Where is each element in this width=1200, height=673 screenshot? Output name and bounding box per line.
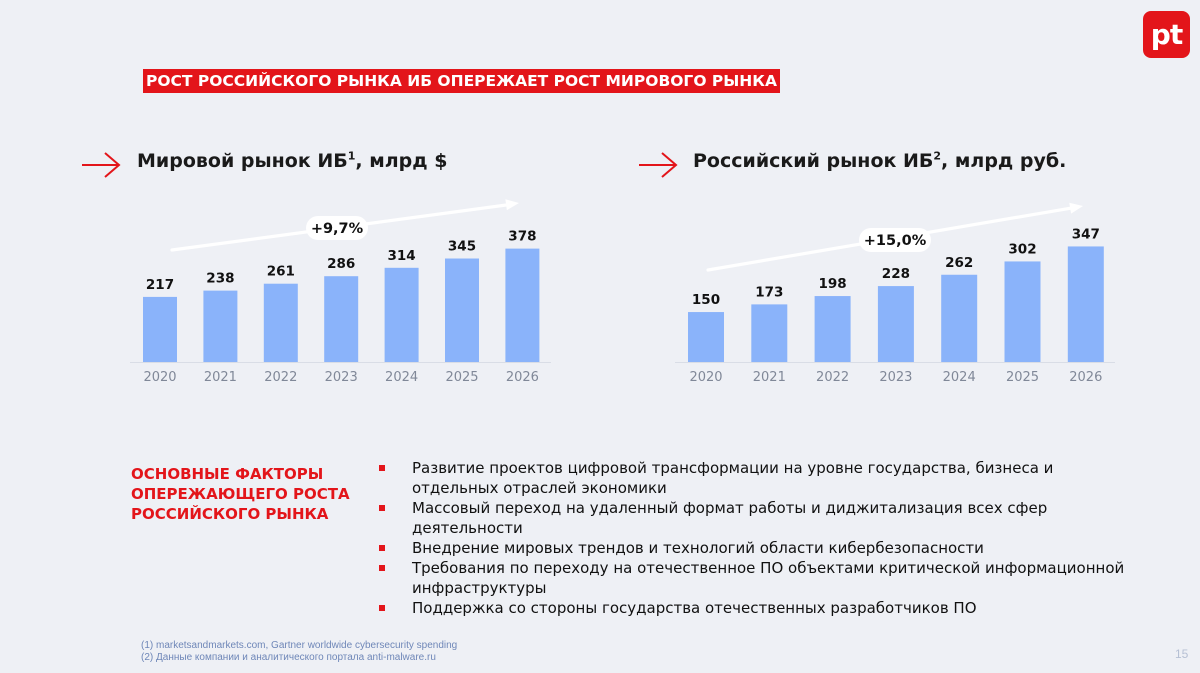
- bar: [1005, 261, 1041, 362]
- bar-value-label: 228: [881, 266, 910, 283]
- x-tick-label: 2023: [879, 370, 913, 385]
- factors-list: [378, 458, 1138, 618]
- x-tick-label: 2025: [445, 370, 479, 385]
- bar-value-label: 345: [447, 238, 477, 255]
- bullet-icon: [379, 605, 385, 611]
- bar-value-label: 217: [145, 276, 175, 293]
- factor-item: [378, 558, 1138, 598]
- factor-text: Внедрение мировых трендов и технологий области кибербезопасности: [412, 539, 984, 557]
- slide-headline: РОСТ РОССИЙСКОГО РЫНКА ИБ ОПЕРЕЖАЕТ РОСТ МИРОВОГО РЫНКА: [143, 69, 780, 93]
- chart-title-text: Российский рынок ИБ: [693, 150, 934, 172]
- footnotes: [141, 640, 457, 664]
- bar-value-label: 378: [508, 228, 537, 245]
- x-tick-label: 2022: [264, 370, 298, 385]
- x-tick-label: 2024: [385, 370, 419, 385]
- bar: [203, 291, 237, 362]
- chart-title-unit: , млрд руб.: [941, 150, 1067, 172]
- factor-item: [378, 458, 1138, 498]
- x-tick-label: 2021: [752, 370, 786, 385]
- factor-text: Массовый переход на удаленный формат работы и диджитализация всех сфер деятельности: [412, 499, 1048, 537]
- x-tick-label: 2021: [203, 370, 237, 385]
- bullet-icon: [379, 505, 385, 511]
- chart-title-unit: , млрд $: [355, 150, 448, 172]
- bullet-icon: [379, 545, 385, 551]
- factor-item: [378, 538, 1138, 558]
- bullet-icon: [379, 465, 385, 471]
- bar: [445, 259, 479, 363]
- bar-value-label: 238: [206, 270, 235, 287]
- growth-arrow-head-icon: [505, 199, 519, 210]
- factors-title: [131, 464, 371, 524]
- factors-title-line: ОСНОВНЫЕ ФАКТОРЫ: [131, 465, 324, 483]
- bar-value-label: 198: [818, 276, 847, 293]
- x-tick-label: 2020: [143, 370, 177, 385]
- bar-value-label: 302: [1008, 241, 1037, 258]
- factor-item: [378, 498, 1138, 538]
- bar: [815, 296, 851, 362]
- bar-value-label: 262: [945, 254, 974, 271]
- x-tick-label: 2025: [1005, 370, 1040, 385]
- footnote: (1) marketsandmarkets.com, Gartner worldwide cybersecurity spending: [141, 640, 458, 651]
- bar: [385, 268, 419, 362]
- bullet-icon: [379, 565, 385, 571]
- bar-value-label: 261: [266, 263, 295, 280]
- page-number: 15: [1175, 647, 1189, 661]
- factor-text: Развитие проектов цифровой трансформации на уровне государства, бизнеса и отдельных отраслей экономики: [412, 459, 1054, 497]
- factor-text: Требования по переходу на отечественное ПО объектами критической информационной инфраструктуры: [412, 559, 1125, 597]
- footnote: (2) Данные компании и аналитического портала anti-malware.ru: [141, 652, 436, 663]
- x-tick-label: 2024: [942, 370, 976, 385]
- factor-item: [378, 598, 1138, 618]
- bar: [878, 286, 914, 362]
- chart-group: [130, 199, 551, 385]
- growth-arrow-head-icon: [1069, 203, 1083, 214]
- bar: [264, 284, 298, 362]
- bar: [1068, 246, 1104, 362]
- factor-text: Поддержка со стороны государства отечественных разработчиков ПО: [412, 599, 977, 617]
- bar-value-label: 173: [755, 284, 784, 301]
- bar-value-label: 347: [1071, 226, 1100, 243]
- bar: [751, 304, 787, 362]
- factors-title-line: РОССИЙСКОГО РЫНКА: [131, 505, 329, 523]
- bar-value-label: 314: [387, 247, 416, 264]
- x-tick-label: 2026: [1069, 370, 1103, 385]
- bar: [941, 275, 977, 362]
- bar: [505, 249, 539, 362]
- pt-logo: pt: [1143, 11, 1190, 58]
- growth-label: +9,7%: [310, 221, 364, 237]
- bar: [324, 276, 358, 362]
- chart-title-footnote: 1: [347, 149, 356, 163]
- chart-title-text: Мировой рынок ИБ: [137, 150, 348, 172]
- chart-group: [675, 203, 1115, 385]
- bar-value-label: 150: [691, 292, 721, 309]
- x-tick-label: 2026: [505, 370, 539, 385]
- x-tick-label: 2020: [689, 370, 723, 385]
- bar-value-label: 286: [327, 256, 356, 273]
- x-tick-label: 2022: [816, 370, 850, 385]
- factors-title-line: ОПЕРЕЖАЮЩЕГО РОСТА: [131, 485, 350, 503]
- bar: [143, 297, 177, 362]
- chart-title-footnote: 2: [933, 149, 942, 163]
- growth-label: +15,0%: [863, 233, 927, 249]
- bar: [688, 312, 724, 362]
- x-tick-label: 2023: [324, 370, 358, 385]
